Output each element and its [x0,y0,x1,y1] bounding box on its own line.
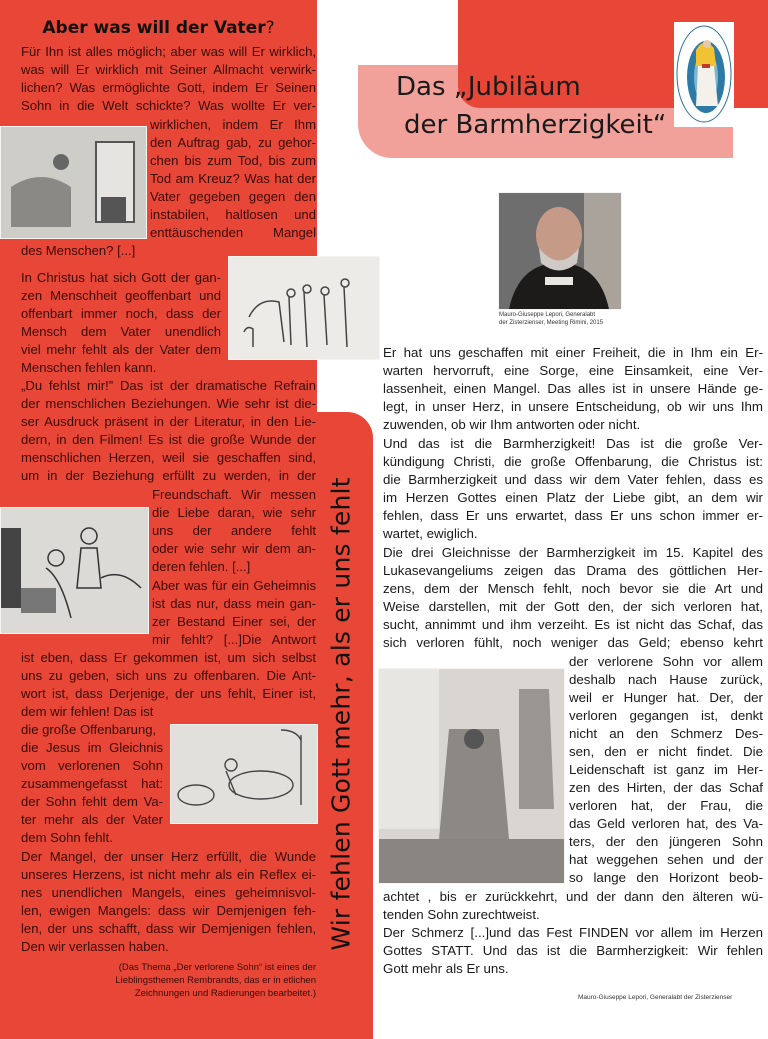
footnote-line: (Das Thema „Der verlorene Sohn“ ist eines der [118,962,316,973]
text-line: chen bis zum Tod, bis zum [150,153,316,168]
text-line: zer Bestand Einer sei, der [152,614,316,629]
text-line: den Auftrag gab, zu gehor- [150,135,316,150]
text-line: verloren hat, der Frau, die [569,798,763,813]
text-line: unseres Herzens, ist nicht mehr als ein Reflex ei- [21,867,316,882]
footnote-line: Zeichnungen und Radierungen bearbeitet.) [134,988,316,999]
footnote [0,962,316,1002]
text-line: dem Sohn fehlt. [21,830,113,845]
text-line: oder wie sehr wir dem an- [152,541,316,556]
text-line: Er hat uns geschaffen mit einer Freiheit, die in Ihm ein Er- [383,345,763,360]
text-line: der Sohn fehlt dem Va- [21,794,163,809]
text-line: wort ist, dass Derjenige, der uns fehlt, Einer ist, [21,686,316,701]
text-line: Tod am Kreuz? Was hat der [150,171,316,186]
text-line: Und das ist die Barmherzigkeit! Das ist die große Ver- [383,436,763,451]
text-line: wartet, ewiglich. [383,526,478,541]
text-line: Freundschaft. Wir messen [152,487,316,502]
text-line: tenden Sohn zurechtweist. [383,907,540,922]
text-line: weil er Hunger hat. Der, der [569,690,763,705]
text-line: Sohn in die Welt schickte? Was wollte Er ver- [21,98,316,113]
text-line: lassenheit, einen Mangel. Das alles ist in unsere Hände ge- [383,381,763,396]
text-line: verloren gegangen ist, denkt [569,708,763,723]
text-line: der menschlichen Beziehungen. Wie sehr ist die- [21,396,316,411]
text-line: Der Schmerz [...]und das Fest FINDEN vor allem im Herzen [383,925,763,940]
text-line: ist das nur, dass mein gan- [152,596,316,611]
text-line: len, ewigen Mangels: dass wir Demjenigen feh- [21,903,316,918]
text-line: lichen? Was ermöglichte Gott, indem Er Seinen [21,80,316,95]
text-line: fehlen, dass Er uns erwartet, dass Er uns schon immer er- [383,508,763,523]
page-title-line-2: der Barmherzigkeit“ [404,110,667,140]
footnote-line: Lieblingsthemen Rembrandts, das er in etlichen [115,975,316,986]
etching-image-2 [228,256,380,360]
text-line: In Christus hat sich Gott der gan- [21,270,221,285]
text-line: zen Menschheit geoffenbart und [21,288,221,303]
text-line: Die drei Gleichnisse der Barmherzigkeit im 15. Kapitel des [383,545,763,560]
heading-question-mark: ? [265,18,275,38]
text-line: der verlorene Sohn vor allem [569,654,763,669]
text-line: wirklichen, indem Er Ihm [150,117,316,132]
text-line: vom verlorenen Sohn [21,758,163,773]
text-line: dem wir fehlen! Das ist [21,704,154,719]
text-line: nes unendlichen Mangels, eines geheimnisvol- [21,885,316,900]
text-line: nicht an den Schmerz Des- [569,726,763,741]
text-line: dern, in den Filmen! Es ist die große Wunde der [21,432,316,447]
text-line: deshalb nach Hause zurück, [569,672,763,687]
etching-image-4 [170,724,318,824]
jubilee-logo [674,22,734,127]
text-line: die Liebe daran, wie sehr [152,505,316,520]
etching-image-1 [0,126,147,239]
text-line: „Du fehlst mir!” Das ist der dramatische Refrain [21,378,316,393]
text-line: kündigung Christi, die große Offenbarung, die Christus ist: [383,454,763,469]
text-line: legt, in unser Herz, in unsere Entscheidung, ob wir uns Ihm [383,399,763,414]
text-line: Aber was für ein Geheimnis [152,578,316,593]
text-line: Leidenschaft ist ganz im Her- [569,762,763,777]
text-line: uns der andere fehlt [152,523,316,538]
text-line: sich verloren fühlt, noch weniger das Geld; ebenso kehrt [383,635,763,650]
page-title-line-1: Das „Jubiläum [396,72,581,102]
text-line: enttäuschenden Mangel [150,225,316,240]
text-line: len, der uns schafft, dass wir Demjenigen fehlen, [21,921,316,936]
text-line: die große Offenbarung, [21,722,157,737]
text-line: achtet , bis er zurückkehrt, und der dann den älteren wü- [383,889,763,904]
etching-image-5 [378,668,565,884]
text-line: zusammengefasst hat: [21,776,163,791]
text-line: Vater gegeben gegen den [150,189,316,204]
text-line: was will Er wirklich mit Seiner Allmacht verwirk- [21,62,316,77]
text-line: ist eben, dass Er gekommen ist, um sich selbst [21,650,316,665]
text-line: Gott mehr als Er uns. [383,961,509,976]
text-line: das Geld verloren hat, des Va- [569,816,763,831]
vertical-slogan: Wir fehlen Gott mehr, als er uns fehlt [326,477,356,951]
text-line: zuwenden, ob wir Ihm antworten oder nicht. [383,417,641,432]
portrait-photo [498,192,622,310]
text-line: Gottes STATT. Und das ist die Barmherzigkeit: Wir fehlen [383,943,763,958]
text-line: sucht, annimmt und ihm verzeiht. Es ist nicht das Schaf, das [383,617,763,632]
heading-text: Aber was will der Vater [42,18,266,38]
author-signature: Mauro-Giuseppe Lepori, Generalabt der Zisterzienser [578,994,733,1001]
text-line: ter mehr als der Vater [21,812,163,827]
text-line: zen des Hirten, der das Schaf [569,780,763,795]
text-line: instabilen, haltlosen und [150,207,316,222]
text-line: uns zu geben, sich uns zu offenbaren. Die Ant- [21,668,316,683]
text-line: Lukasevangeliums zeigen das Drama des göttlichen Her- [383,563,763,578]
text-line: offenbart immer noch, dass der [21,306,221,321]
text-line: sen, den er nicht findet. Die [569,744,763,759]
etching-image-3 [0,507,149,634]
portrait-caption-line: der Zisterzienser, Meeting Rimini, 2015 [499,320,604,326]
text-line: zens, dem der Mensch fehlt, noch bevor sie die Art und [383,581,763,596]
text-line: Der Mangel, der unser Herz erfüllt, die Wunde [21,849,316,864]
text-line: die Jesus im Gleichnis [21,740,163,755]
text-line: Für Ihn ist alles möglich; aber was will Er wirklich, [21,44,316,59]
text-line: ters, der den jüngeren Sohn [569,834,763,849]
text-line: die Barmherzigkeit und dass wir dem Vater fehlen, dass es [383,472,763,487]
text-line: Den wir verlassen haben. [21,939,169,954]
text-line: Mensch dem Vater unendlich [21,324,221,339]
text-line: viel mehr fehlt als der Vater dem [21,342,221,357]
text-line: ser Ausdruck präsent in der Literatur, in den Lie- [21,414,316,429]
text-line: deren fehlen. [...] [152,559,251,574]
text-line: menschlichen Herzen, weil sie geschaffen sind, [21,450,316,465]
text-line: im Herzen Gottes einen Platz der Liebe gibt, an dem wir [383,490,763,505]
text-line: warten hervorruft, eine Sorge, eine Einsamkeit, eine Ver- [383,363,763,378]
text-line: des Menschen? [...] [21,243,136,258]
portrait-caption-line: Mauro-Giuseppe Lepori, Generalabt [499,312,596,318]
text-line: Weise darstellen, mit der Gott den, der sich verloren hat, [383,599,763,614]
section-heading [0,18,317,38]
text-line: um in der Beziehung erfüllt zu werden, in der [21,468,316,483]
text-line: mir fehlt? [...]Die Antwort [152,632,316,647]
text-line: so lange den Horizont beob- [569,870,763,885]
jubilee-logo-icon [674,22,734,127]
text-line: Menschen fehlen kann. [21,360,157,375]
text-line: hat weggehen sehen und der [569,852,763,867]
